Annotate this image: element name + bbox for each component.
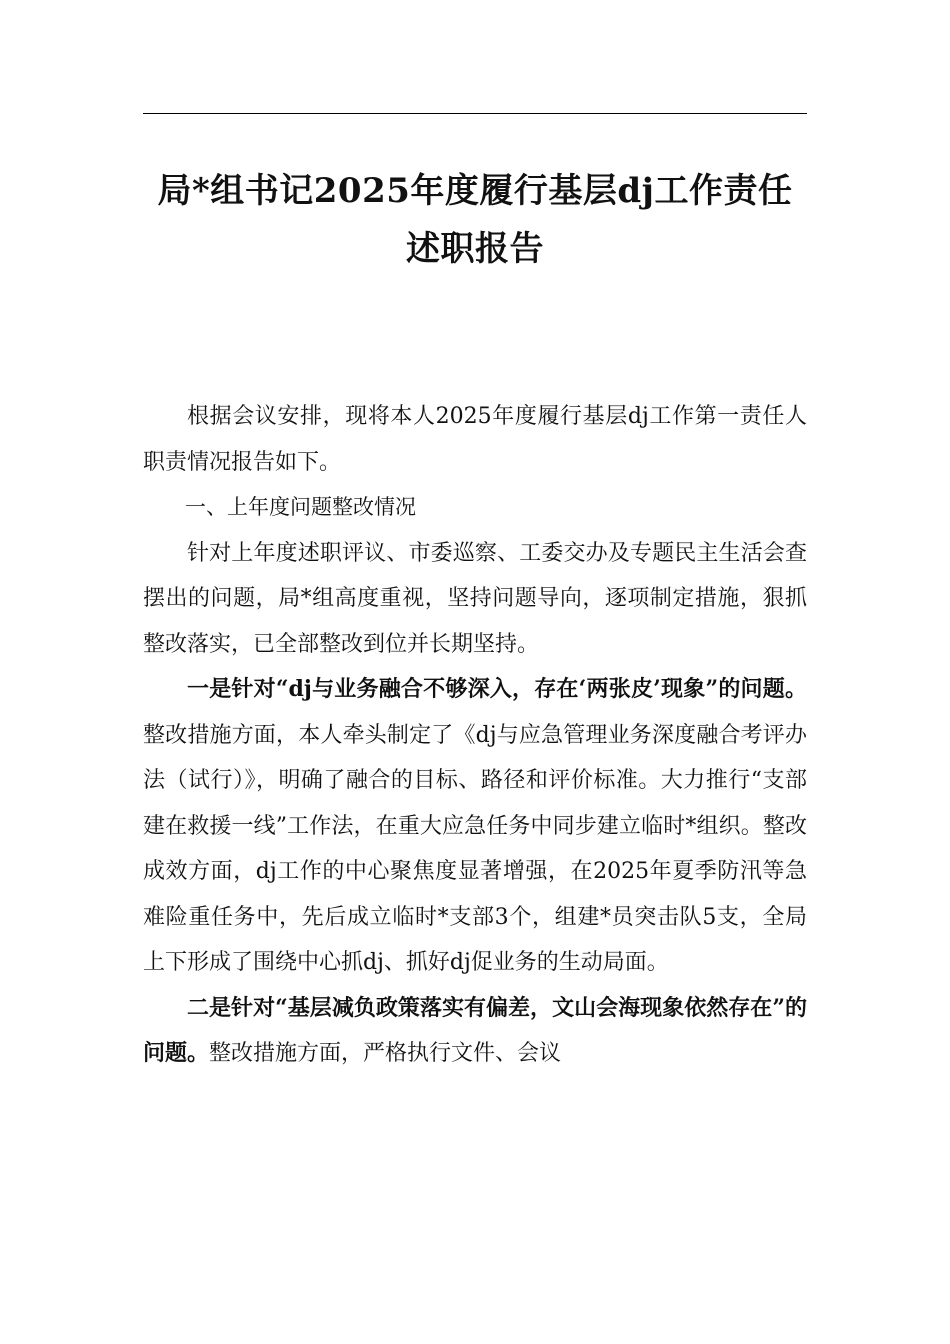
title-line-1: 局*组书记2025年度履行基层dj工作责任 xyxy=(157,171,793,211)
intro-paragraph: 根据会议安排，现将本人2025年度履行基层dj工作第一责任人职责情况报告如下。 xyxy=(143,404,807,475)
title-line-2: 述职报告 xyxy=(406,229,544,269)
section-heading-1: 一、上年度问题整改情况 xyxy=(185,495,416,519)
document-title xyxy=(143,162,807,278)
item-2-lead: 二是针对“基层减负政策落实有偏差，文山会海现象依然存在”的问题。 xyxy=(143,994,807,1066)
item-2-body: 整改措施方面，严格执行文件、会议 xyxy=(209,1041,562,1066)
item-1-paragraph xyxy=(143,667,807,986)
item-1-lead: 一是针对“dj与业务融合不够深入，存在‘两张皮’现象”的问题。 xyxy=(187,676,807,702)
item-1-body: 整改措施方面，本人牵头制定了《dj与应急管理业务深度融合考评办法（试行）》，明确了融合的目标、路径和评价标准。大力推行“支部建在救援一线”工作法，在重大应急任务中同步建立临时*组织。整改成效方面，dj工作的中心聚焦度显著增强，在2025年夏季防汛等急难险重任务中，先后成立临时*支部3个，组建*员突击队5支，全局上下形成了围绕中心抓dj、抓好dj促业务的生动局面。 xyxy=(143,722,807,975)
item-2-paragraph xyxy=(143,986,807,1077)
section-1-paragraph: 针对上年度述职评议、市委巡察、工委交办及专题民主生活会查摆出的问题，局*组高度重视，坚持问题导向，逐项制定措施，狠抓整改落实，已全部整改到位并长期坚持。 xyxy=(143,540,807,657)
document-body xyxy=(143,394,807,1077)
header-rule xyxy=(143,113,807,114)
